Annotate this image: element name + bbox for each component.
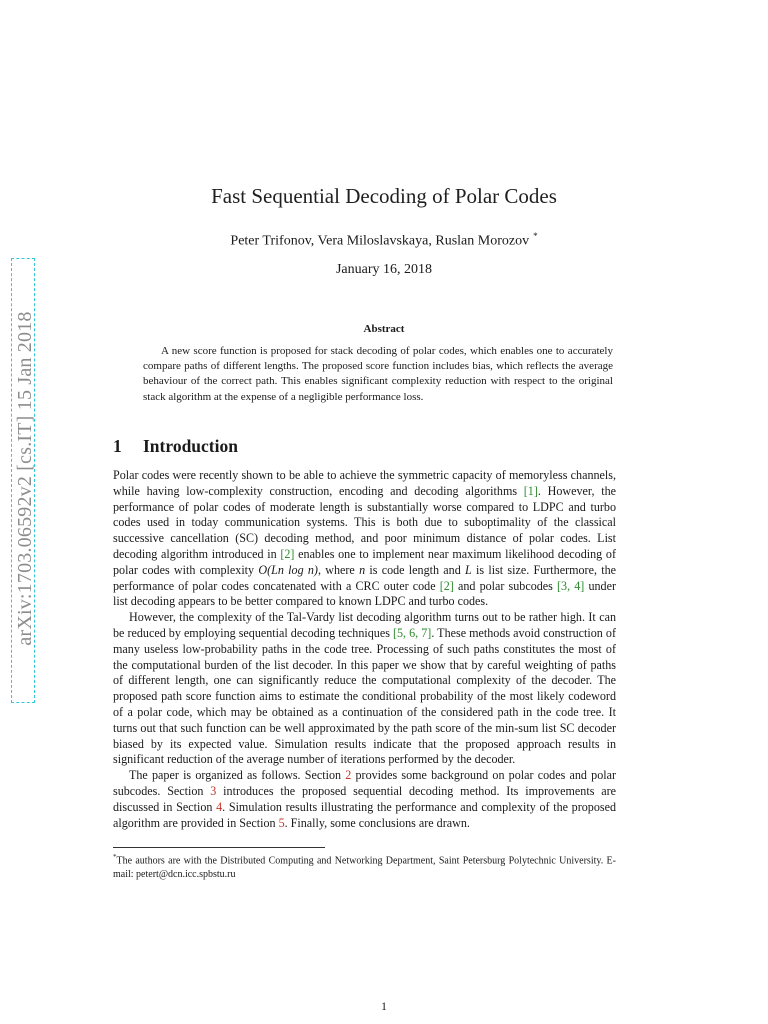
math-variable: n — [359, 562, 366, 577]
abstract-heading: Abstract — [363, 323, 405, 335]
text-run: However, the complexity of the Tal-Vardy list decoding algorithm turns out to be rather high. It can be reduced by employing sequential decoding techniques — [113, 610, 616, 640]
text-run: . However, the performance of polar codes of moderate length is substantially worse compared to LDPC and turbo codes used in today communication systems. This is both due to suboptimality of the classical successive cancellation (SC) decoding method, and poor minimum distance of polar codes. List decoding algorithm introduced in — [113, 483, 616, 561]
text-run: Polar codes were recently shown to be able to achieve the symmetric capacity of memoryless channels, while having low-complexity construction, encoding and decoding algorithms — [113, 468, 616, 498]
author-line — [0, 231, 768, 250]
arxiv-id: arXiv:1703.06592v2 [cs.IT] 15 Jan 2018 — [14, 311, 36, 646]
paragraph-3 — [113, 768, 616, 831]
paragraph-1 — [113, 468, 616, 610]
authors: Peter Trifonov, Vera Miloslavskaya, Ruslan Morozov — [230, 233, 530, 249]
math-expression: O(Ln log n) — [258, 562, 318, 577]
text-run: is list size. Furthermore, the performance of polar codes concatenated with a CRC outer code — [113, 562, 617, 593]
text-run: . These methods avoid construction of many useless low-probability paths in the code tree. Processing of such paths constitutes the most of the computational burden of the list decoder. In this paper we show that by careful weighting of paths of different length, one can significantly reduce the computational complexity of the decoder. The proposed path score function aims to estimate the conditional probability of the most likely codeword of a polar code, which may be obtained as a continuation of the considered path in the code tree. It turns out that such function can be well approximated by the path score of the min-sum list SC decoder biased by its expected value. Simulation results indicate that the proposed approach results in significant reduction of the average number of iterations performed by the decoder. — [113, 625, 616, 767]
section-title: Introduction — [143, 436, 238, 456]
section-link[interactable]: 4 — [216, 799, 223, 814]
text-run: , where — [317, 562, 360, 577]
section-link[interactable]: 2 — [345, 768, 352, 783]
footnote-rule — [113, 847, 325, 848]
section-heading — [113, 436, 238, 457]
abstract-text: A new score function is proposed for stack decoding of polar codes, which enables one to accurately compare paths of different lengths. The proposed score function includes bias, which reflects the average behaviour of the correct path. This enables significant complexity reduction with respect to the original stack algorithm at the expense of a negligible performance loss. — [143, 345, 613, 403]
section-number: 1 — [113, 436, 122, 456]
text-run: introduces the proposed sequential decoding method. Its improvements are discussed in Section — [113, 783, 616, 814]
footnote-mark: * — [113, 853, 117, 861]
section-link[interactable]: 5 — [278, 815, 285, 830]
text-run: provides some background on polar codes and polar subcodes. Section — [113, 768, 616, 798]
paper-date: January 16, 2018 — [335, 262, 433, 277]
citation-link[interactable]: [2] — [280, 546, 295, 561]
text-run: and polar subcodes — [453, 578, 558, 593]
text-run: . Simulation results illustrating the performance and complexity of the proposed algorithm are provided in Section — [113, 799, 616, 830]
text-run: . Finally, some conclusions are drawn. — [284, 815, 470, 830]
page-number: 1 — [381, 999, 387, 1013]
text-run: is code length and — [365, 562, 466, 577]
footnote — [113, 851, 616, 881]
introduction-body — [113, 468, 616, 831]
author-footnote-mark[interactable]: * — [533, 231, 538, 241]
citation-link[interactable]: [2] — [439, 578, 454, 593]
paragraph-2 — [113, 610, 616, 768]
text-run: enables one to implement near maximum likelihood decoding of polar codes with complexity — [113, 546, 616, 577]
paper-title: Fast Sequential Decoding of Polar Codes — [211, 184, 557, 208]
citation-link[interactable]: [3, 4] — [557, 578, 585, 593]
citation-link[interactable]: [1] — [523, 483, 538, 498]
text-run: The paper is organized as follows. Section — [129, 768, 346, 783]
footnote-text: The authors are with the Distributed Computing and Networking Department, Saint Petersburg Polytechnic University. E-mail: petert@dcn.icc.spbstu.ru — [113, 855, 616, 880]
text-run: under list decoding appears to be better compared to known LDPC and turbo codes. — [113, 578, 616, 609]
citation-link[interactable]: [5, 6, 7] — [392, 625, 432, 640]
section-link[interactable]: 3 — [210, 783, 217, 798]
math-variable: L — [465, 562, 472, 577]
